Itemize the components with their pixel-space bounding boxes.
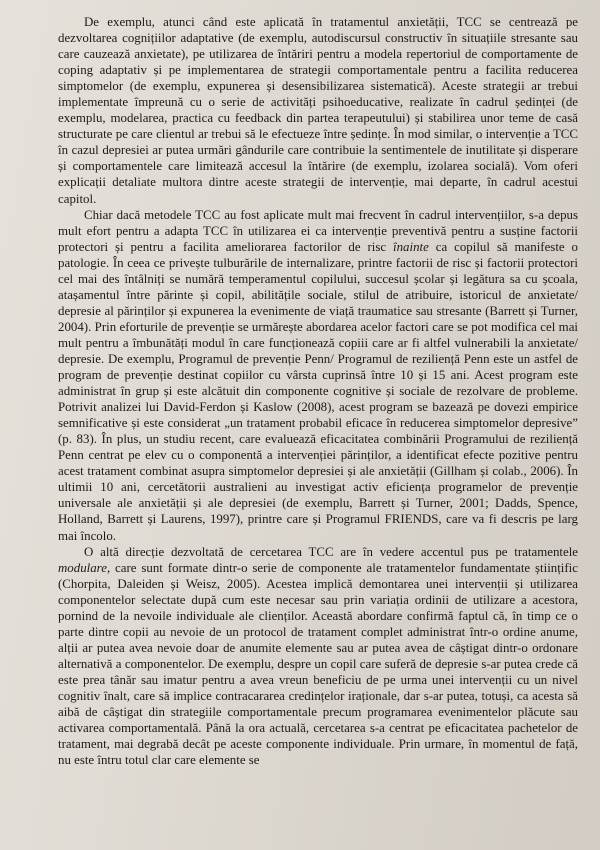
- paragraph-text: , care sunt formate dintr-o serie de componente ale tratamentelor fundamentate științific (Chorpita, Daleiden și Weisz, 2005). Acestea implică demontarea unei intervenții și utilizarea componentelor selectate după cum este necesar sau prin variația ordinii de utilizare a acestora, pornind de la nevoile individuale ale clienților. Această abordare confirmă faptul că, în timp ce o parte dintre copii au nevoie de un protocol de tratament complet administrat într-o ordine anume, alții ar putea avea nevoie doar de anumite elemente sau ar putea avea de câștigat dintr-o ordonare alternativă a componentelor. De exemplu, despre un copil care suferă de depresie s-ar putea crede că este prea tânăr sau imatur pentru a avea vreun beneficiu de pe urma unei intervenții cu un nivel cognitiv înalt, care să implice contracararea credințelor iraționale, dar s-ar putea, totuși, ca acesta să aibă de câștigat din strategiile comportamentale precum programarea evenimentelor plăcute sau activarea comportamentală. Până la ora actuală, cercetarea s-a centrat pe eficacitatea pachetelor de tratament, mai degrabă decât pe aceste componente individuale. Prin urmare, în momentul de față, nu este întru totul clar care elemente se: [58, 560, 578, 768]
- paragraph-text: Chiar dacă metodele TCC au fost aplicate mult mai frecvent în cadrul intervențiilor, s-a depus mult efort pentru a adapta TCC în utilizarea ei ca intervenție preventivă pentru a susține factorii protectori și pentru a facilita ameliorarea factorilor de risc: [58, 207, 578, 254]
- paragraph-anxiety-treatment: [58, 14, 578, 207]
- paragraph-text: De exemplu, atunci când este aplicată în tratamentul anxietății, TCC se centrează pe dezvoltarea cognițiilor adaptative (de exemplu, autodiscursul constructiv în situațiile stresante sau care cauzează anxietate), pe utilizarea de întăriri pentru a modela repertoriul de comportamente de coping adaptativ și pe implementarea de strategii comportamentale pentru a facilita reducerea simptomelor (de exemplu, expunerea și desensibilizarea sistematică). Aceste strategii ar trebui implementate împreună cu o serie de activități psihoeducative, realizate în cadrul ședinței (de exemplu, modelarea, practica cu feedback din partea terapeutului) și stabilirea unor teme de casă structurate pe care clientul ar trebui să le efectueze între ședințe. În mod similar, o intervenție a TCC în cazul depresiei ar putea urmări gândurile care contribuie la sentimentele de inutilitate și disperare și comportamentele care limitează accesul la întărire (de exemplu, izolarea socială). Vom oferi explicații detaliate multora dintre aceste strategii de intervenție, mai departe, în cadrul acestui capitol.: [58, 15, 578, 206]
- paragraph-prevention: [58, 207, 578, 544]
- emphasis-word: înainte: [393, 239, 429, 254]
- paragraph-text: ca copilul să manifeste o patologie. În ceea ce privește tulburările de internalizare, printre factorii de risc și factorii protectori cel mai des întâlniți se numără temperamentul copilului, succesul școlar și legătura sa cu școala, atașamentul între părinte și copil, abilitățile sociale, stilul de atribuire, istoricul de anxietate/ depresie al părinților și expunerea la evenimente de viață traumatice sau stresante (Barrett și Turner, 2004). Prin eforturile de prevenție se urmărește abordarea acelor factori care se pot modifica cel mai mult pentru a îmbunătăți modul în care funcționează copiii care ar fi altfel vulnerabili la anxietate/ depresie. De exemplu, Programul de prevenție Penn/ Programul de reziliență Penn este un astfel de program de prevenție destinat copiilor cu vârsta cuprinsă între 10 și 15 ani. Acest program este administrat în grup și este alcătuit din componente cognitive și sociale de rezolvare de probleme. Potrivit analizei lui David-Ferdon și Kaslow (2008), acest program se bazează pe dovezi empirice semnificative și este considerat „un tratament probabil eficace în reducerea simptomelor depresive” (p. 83). În plus, un studiu recent, care evaluează eficacitatea combinării Programului de reziliență Penn centrat pe elev cu o componentă a intervenției părinților, a identificat efecte pozitive pentru acest tratament combinat asupra simptomelor depresiei și ale anxietății (Gillham și colab., 2006). În ultimii 10 ani, cercetătorii australieni au investigat activ eficiența programelor de prevenție universale ale anxietății și ale depresiei (de exemplu, Barrett și Turner, 2001; Dadds, Spence, Holland, Barrett și Laurens, 1997), printre care și Programul FRIENDS, care va fi descris pe larg mai încolo.: [58, 239, 578, 543]
- paragraph-text: O altă direcție dezvoltată de cercetarea TCC are în vedere accentul pus pe tratamentele: [84, 544, 578, 559]
- emphasis-word: modulare: [58, 560, 107, 575]
- paragraph-modular-treatments: [58, 544, 578, 769]
